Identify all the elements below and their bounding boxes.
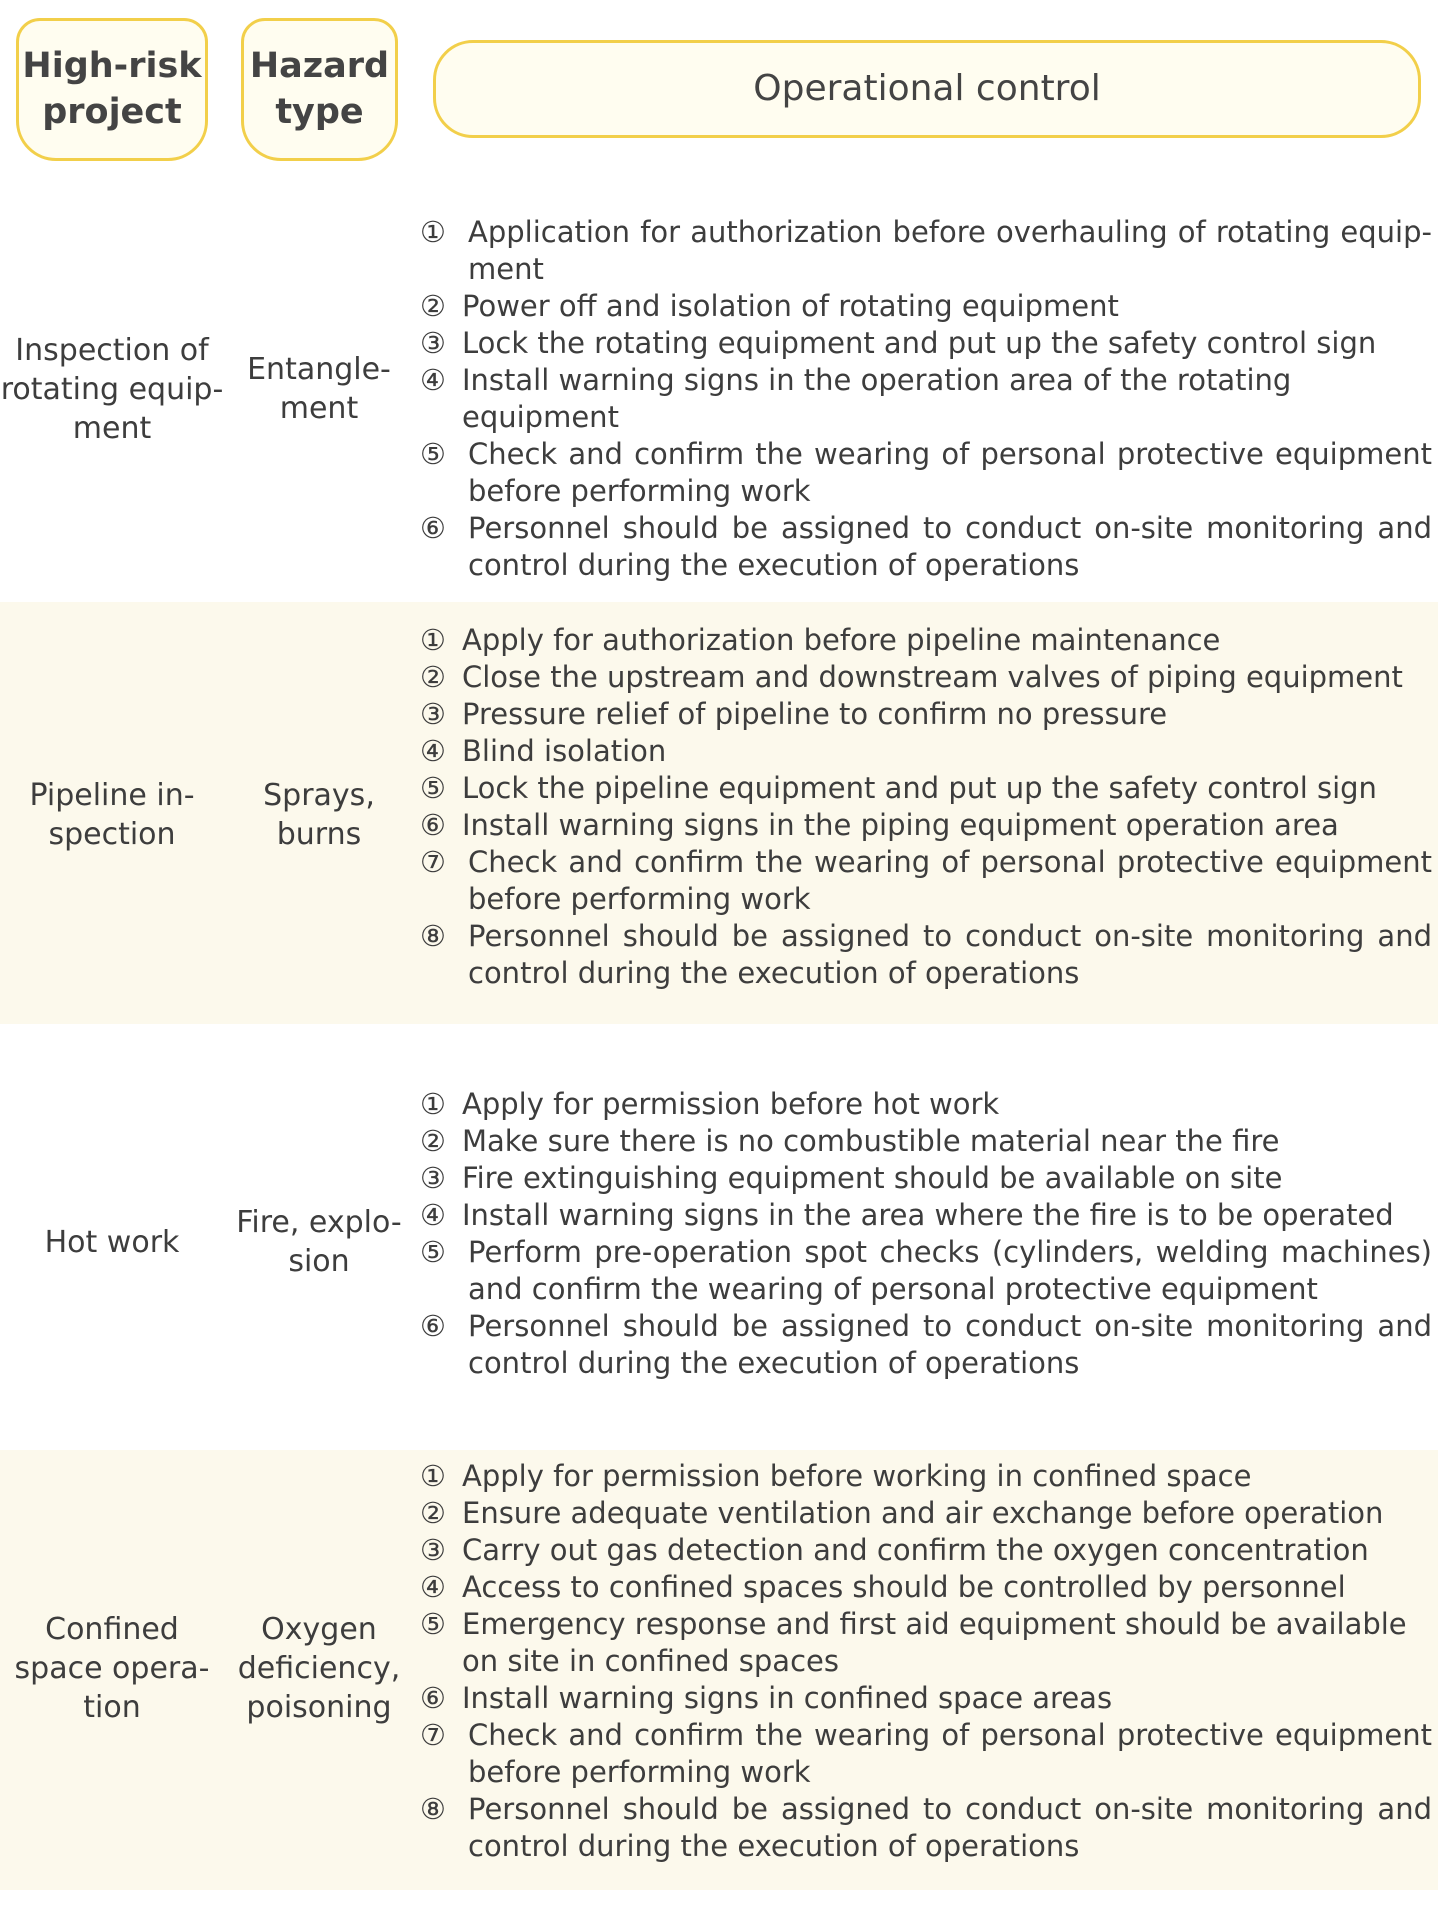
item-number: ④	[420, 734, 446, 768]
item-text: Install warning signs in the area where the fire is to be operated	[462, 1198, 1394, 1232]
item-text: Check and confirm the wearing of personal protective equipment before performing work	[468, 1718, 1432, 1789]
project-cell	[0, 1086, 224, 1398]
item-number: ⑧	[420, 1792, 446, 1826]
item-number: ⑤	[420, 1235, 446, 1269]
control-item	[420, 1569, 1432, 1606]
item-number: ③	[420, 1533, 446, 1567]
control-item	[420, 510, 1432, 584]
item-text: Ensure adequate ventilation and air exchange before operation	[462, 1496, 1384, 1530]
item-number: ③	[420, 1161, 446, 1195]
item-text: Carry out gas detection and confirm the oxygen concentration	[462, 1533, 1369, 1567]
project-label: Confined space opera- tion	[14, 1611, 210, 1725]
item-text: Personnel should be assigned to conduct on-site monitoring and control during the execution of operations	[468, 511, 1432, 582]
item-number: ⑧	[420, 919, 446, 953]
item-text: Emergency response and first aid equipment should be available on site in confined spaces	[462, 1607, 1407, 1678]
table-row-pipeline	[0, 622, 1438, 1007]
item-text: Check and confirm the wearing of personal protective equipment before performing work	[468, 437, 1432, 508]
control-item	[420, 1458, 1432, 1495]
hazard-label: Oxygen deficiency, poisoning	[237, 1611, 401, 1725]
item-number: ⑥	[420, 808, 446, 842]
control-list	[420, 1458, 1432, 1865]
hazard-cell	[230, 1458, 408, 1878]
control-item	[420, 807, 1432, 844]
item-text: Check and confirm the wearing of personal protective equipment before performing work	[468, 845, 1432, 916]
item-number: ⑥	[420, 1309, 446, 1343]
item-number: ⑤	[420, 437, 446, 471]
hazard-label: Entangle- ment	[247, 352, 391, 426]
header-operational-control	[433, 40, 1421, 138]
item-text: Application for authorization before overhauling of rotating equip-ment	[468, 215, 1432, 286]
item-number: ①	[420, 215, 446, 249]
control-item	[420, 288, 1432, 325]
item-text: Apply for permission before hot work	[462, 1087, 1000, 1121]
item-text: Personnel should be assigned to conduct on-site monitoring and control during the execution of operations	[468, 1309, 1432, 1380]
table-row-confined-space	[0, 1458, 1438, 1878]
item-text: Personnel should be assigned to conduct on-site monitoring and control during the execution of operations	[468, 919, 1432, 990]
header-hazard-type-label: Hazard type	[249, 46, 390, 132]
item-text: Make sure there is no combustible material near the fire	[462, 1124, 1280, 1158]
item-text: Personnel should be assigned to conduct on-site monitoring and control during the execution of operations	[468, 1792, 1432, 1863]
header-high-risk-project	[16, 18, 208, 161]
item-number: ④	[420, 363, 446, 397]
item-number: ①	[420, 1087, 446, 1121]
item-number: ②	[420, 1124, 446, 1158]
control-item	[420, 1160, 1432, 1197]
control-item	[420, 1234, 1432, 1308]
control-item	[420, 1123, 1432, 1160]
item-text: Power off and isolation of rotating equipment	[462, 289, 1119, 323]
header-operational-control-label: Operational control	[753, 67, 1101, 109]
item-text: Install warning signs in the operation area of the rotating equipment	[462, 363, 1292, 434]
control-item	[420, 1606, 1432, 1680]
project-label: Pipeline in- spection	[29, 777, 195, 852]
item-number: ⑥	[420, 511, 446, 545]
control-item	[420, 1086, 1432, 1123]
item-text: Install warning signs in confined space areas	[462, 1681, 1113, 1715]
item-text: Apply for permission before working in confined space	[462, 1459, 1252, 1493]
item-text: Apply for authorization before pipeline maintenance	[462, 623, 1221, 657]
item-number: ②	[420, 1496, 446, 1530]
control-item	[420, 696, 1432, 733]
control-item	[420, 733, 1432, 770]
item-number: ④	[420, 1570, 446, 1604]
item-number: ②	[420, 660, 446, 694]
control-item	[420, 436, 1432, 510]
item-text: Fire extinguishing equipment should be available on site	[462, 1161, 1283, 1195]
control-list	[420, 622, 1432, 992]
control-item	[420, 1532, 1432, 1569]
control-item	[420, 1197, 1432, 1234]
item-number: ③	[420, 697, 446, 731]
header-hazard-type	[241, 18, 398, 161]
item-text: Install warning signs in the piping equipment operation area	[462, 808, 1339, 842]
project-cell	[0, 622, 224, 1007]
hazard-label: Sprays, burns	[263, 777, 375, 852]
header-high-risk-project-label: High-risk project	[22, 46, 202, 132]
item-number: ⑤	[420, 1607, 446, 1641]
control-item	[420, 1308, 1432, 1382]
item-text: Blind isolation	[462, 734, 667, 768]
control-list	[420, 1086, 1432, 1382]
item-number: ④	[420, 1198, 446, 1232]
control-item	[420, 362, 1432, 436]
hazard-cell	[230, 214, 408, 564]
item-text: Lock the pipeline equipment and put up the safety control sign	[462, 771, 1377, 805]
hazard-label: Fire, explo- sion	[236, 1205, 402, 1279]
project-cell	[0, 214, 224, 564]
item-text: Access to confined spaces should be controlled by personnel	[462, 1570, 1346, 1604]
item-number: ①	[420, 623, 446, 657]
control-item	[420, 1680, 1432, 1717]
control-item	[420, 1717, 1432, 1791]
control-item	[420, 770, 1432, 807]
hazard-cell	[230, 622, 408, 1007]
table-row-hot-work	[0, 1086, 1438, 1398]
table-row-rotating-equipment	[0, 214, 1438, 582]
item-number: ⑦	[420, 845, 446, 879]
item-text: Pressure relief of pipeline to confirm no pressure	[462, 697, 1168, 731]
control-item	[420, 325, 1432, 362]
project-label: Hot work	[44, 1224, 180, 1260]
project-label: Inspection of rotating equip- ment	[0, 332, 224, 446]
control-item	[420, 214, 1432, 288]
project-cell	[0, 1458, 224, 1878]
control-item	[420, 844, 1432, 918]
control-item	[420, 1495, 1432, 1532]
item-number: ⑤	[420, 771, 446, 805]
item-number: ⑥	[420, 1681, 446, 1715]
control-item	[420, 622, 1432, 659]
item-text: Close the upstream and downstream valves of piping equipment	[462, 660, 1403, 694]
item-number: ⑦	[420, 1718, 446, 1752]
control-item	[420, 918, 1432, 992]
control-item	[420, 659, 1432, 696]
item-text: Perform pre-operation spot checks (cylinders, welding machines) and confirm the wearing of personal protective equipment	[468, 1235, 1432, 1306]
control-item	[420, 1791, 1432, 1865]
item-text: Lock the rotating equipment and put up the safety control sign	[462, 326, 1377, 360]
item-number: ②	[420, 289, 446, 323]
hazard-cell	[230, 1086, 408, 1398]
item-number: ③	[420, 326, 446, 360]
item-number: ①	[420, 1459, 446, 1493]
control-list	[420, 214, 1432, 584]
